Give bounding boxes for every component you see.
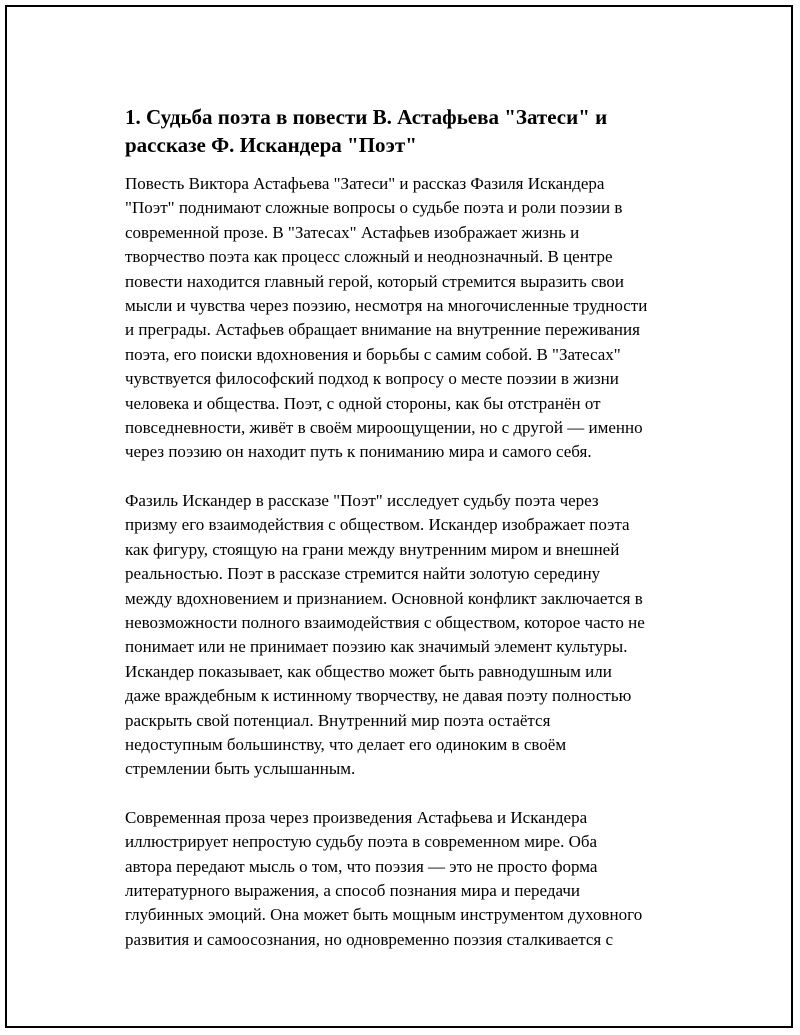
text-line: недоступным большинству, что делает его одиноким в своём <box>125 734 567 754</box>
text-line: "Поэт" поднимают сложные вопросы о судьбе поэта и роли поэзии в <box>125 198 623 218</box>
text-line: раскрыть свой потенциал. Внутренний мир поэта остаётся <box>125 710 551 730</box>
document-title <box>119 103 699 159</box>
paragraph-3 <box>119 806 699 952</box>
text-line: даже враждебным к истинному творчеству, не давая поэту полностью <box>125 686 632 706</box>
text-line: современной прозе. В "Затесах" Астафьев изображает жизнь и <box>125 222 580 242</box>
text-line: чувствуется философский подход к вопросу о месте поэзии в жизни <box>125 369 619 389</box>
text-line: между вдохновением и признанием. Основной конфликт заключается в <box>125 588 643 608</box>
text-line: и преграды. Астафьев обращает внимание на внутренние переживания <box>125 320 640 340</box>
text-line: Фазиль Искандер в рассказе "Поэт" исследует судьбу поэта через <box>125 490 599 510</box>
text-line: Современная проза через произведения Астафьева и Искандера <box>125 807 588 827</box>
paragraph-2 <box>119 489 699 782</box>
text-line: развития и самоосознания, но одновременно поэзия сталкивается с <box>125 929 614 949</box>
text-line: Искандер показывает, как общество может быть равнодушным или <box>125 661 612 681</box>
text-line: поэта, его поиски вдохновения и борьбы с самим собой. В "Затесах" <box>125 344 621 364</box>
text-line: автора передают мысль о том, что поэзия — это не просто форма <box>125 856 598 876</box>
paragraph-1 <box>119 172 699 465</box>
text-line: повседневности, живёт в своём мироощущении, но с другой — именно <box>125 418 643 438</box>
text-line: стремлении быть услышанным. <box>125 759 356 779</box>
text-line: человека и общества. Поэт, с одной стороны, как бы отстранён от <box>125 393 601 413</box>
text-line: литературного выражения, а способ познания мира и передачи <box>125 880 580 900</box>
text-line: творчество поэта как процесс сложный и неоднозначный. В центре <box>125 247 613 267</box>
text-line: как фигуру, стоящую на грани между внутренним миром и внешней <box>125 539 620 559</box>
title-line: рассказе Ф. Искандера "Поэт" <box>125 133 417 157</box>
title-line: 1. Судьба поэта в повести В. Астафьева "Затеси" и <box>125 105 608 129</box>
text-line: мысли и чувства через поэзию, несмотря на многочисленные трудности <box>125 296 648 316</box>
text-line: глубинных эмоций. Она может быть мощным инструментом духовного <box>125 905 643 925</box>
text-line: понимает или не принимает поэзию как значимый элемент культуры. <box>125 637 628 657</box>
text-line: Повесть Виктора Астафьева "Затеси" и рассказ Фазиля Искандера <box>125 174 605 193</box>
text-line: через поэзию он находит путь к пониманию мира и самого себя. <box>125 442 592 462</box>
text-line: повести находится главный герой, который стремится выразить свои <box>125 271 625 291</box>
document-body <box>119 103 699 976</box>
text-line: призму его взаимодействия с обществом. Искандер изображает поэта <box>125 515 630 535</box>
page-frame <box>5 5 793 1028</box>
text-line: иллюстрирует непростую судьбу поэта в современном мире. Оба <box>125 832 598 852</box>
text-line: невозможности полного взаимодействия с обществом, которое часто не <box>125 612 645 632</box>
text-line: реальностью. Поэт в рассказе стремится найти золотую середину <box>125 564 601 584</box>
